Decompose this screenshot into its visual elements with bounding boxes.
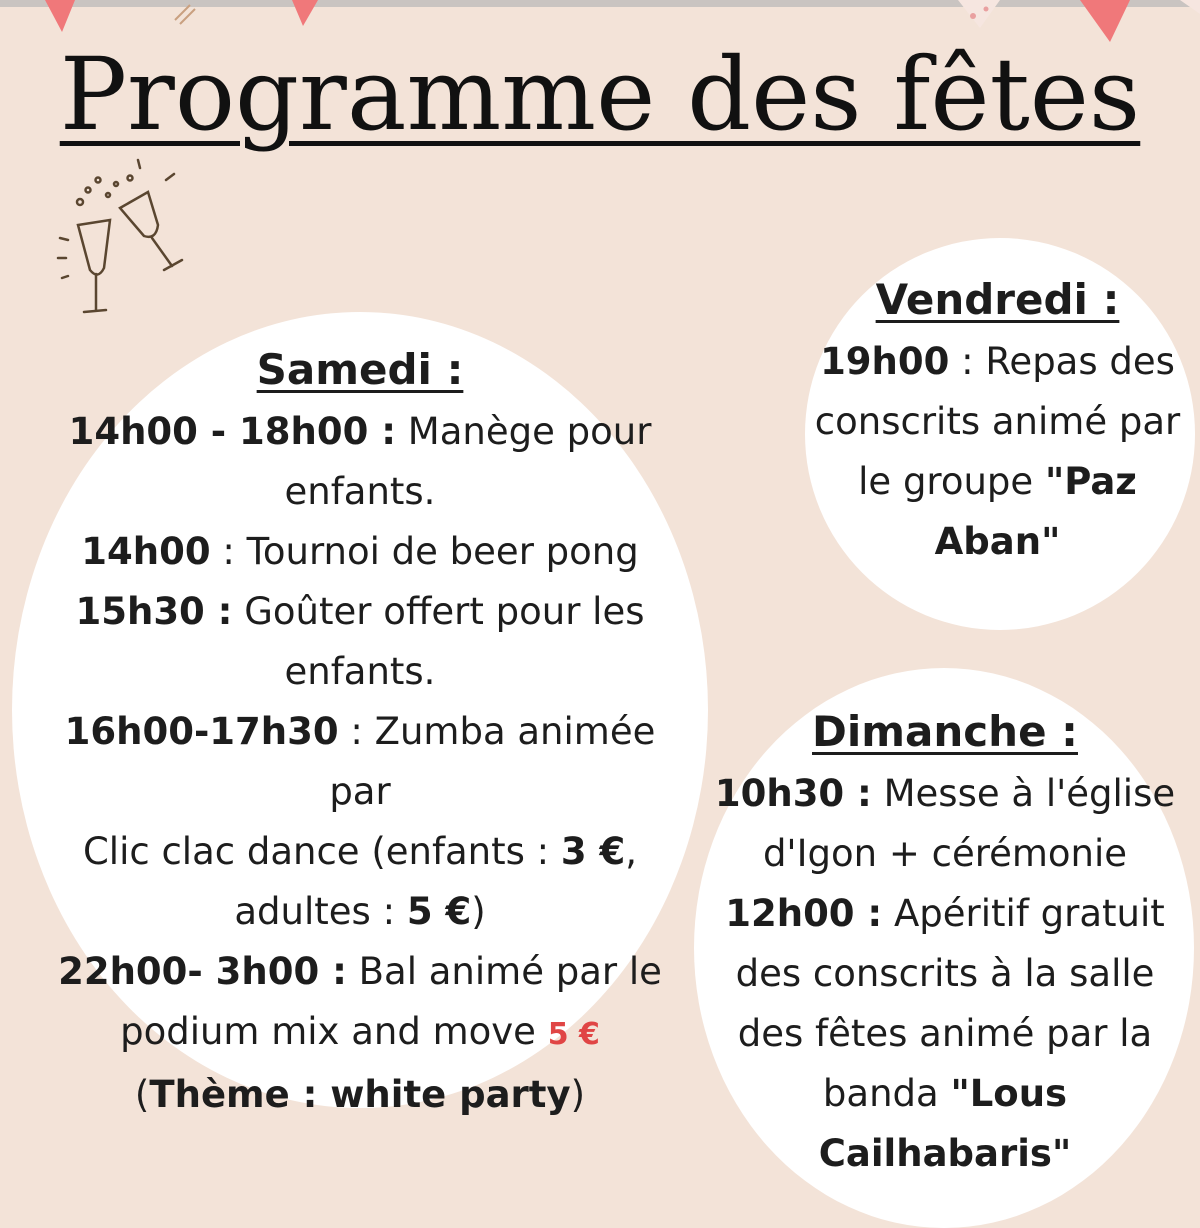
entry-time: 10h30 :: [714, 772, 872, 815]
entry-time: 19h00: [820, 340, 950, 383]
band-name: "Paz: [1044, 460, 1137, 503]
entry-time: 16h00-17h30: [64, 710, 339, 753]
band-name: Aban": [934, 520, 1061, 563]
samedi-entry-2: 14h00 : Tournoi de beer pong: [81, 530, 639, 573]
band-name: "Lous: [950, 1072, 1068, 1115]
samedi-entry-3: 15h30 : Goûter offert pour les enfants.: [75, 590, 645, 693]
band-name: Cailhabaris": [818, 1132, 1072, 1175]
dimanche-heading: Dimanche :: [812, 707, 1078, 756]
dimanche-entry-1: 10h30 : Messe à l'église d'Igon + cérémonie: [714, 772, 1176, 875]
vendredi-entry: 19h00 : Repas des conscrits animé par le groupe "Paz Aban": [814, 340, 1181, 563]
entry-time: 22h00- 3h00 :: [58, 950, 347, 993]
page-title: Programme des fêtes: [59, 36, 1141, 153]
price: 5 €: [547, 1017, 600, 1052]
samedi-entry-1: 14h00 - 18h00 : Manège pour enfants.: [68, 410, 652, 513]
vendredi-section: [800, 268, 1195, 572]
samedi-entry-5: 22h00- 3h00 : Bal animé par le podium mix and move 5 € (Thème : white party): [58, 950, 662, 1116]
dimanche-section: [700, 700, 1190, 1184]
entry-time: 15h30 :: [75, 590, 233, 633]
dimanche-entry-2: 12h00 : Apéritif gratuit des conscrits à la salle des fêtes animé par la banda "Lous Cailhabaris": [725, 892, 1165, 1175]
samedi-section: [30, 338, 690, 1125]
theme: Thème : white party: [149, 1073, 571, 1116]
price: 5 €: [406, 890, 472, 933]
samedi-heading: Samedi :: [256, 345, 464, 394]
vendredi-heading: Vendredi :: [875, 275, 1120, 324]
entry-time: 12h00 :: [725, 892, 883, 935]
entry-time: 14h00 - 18h00 :: [68, 410, 397, 453]
entry-time: 14h00: [81, 530, 211, 573]
samedi-entry-4: 16h00-17h30 : Zumba animée par Clic clac dance (enfants : 3 €, adultes : 5 €): [64, 710, 656, 933]
price: 3 €: [560, 830, 626, 873]
champagne-glasses-icon: [48, 150, 208, 330]
